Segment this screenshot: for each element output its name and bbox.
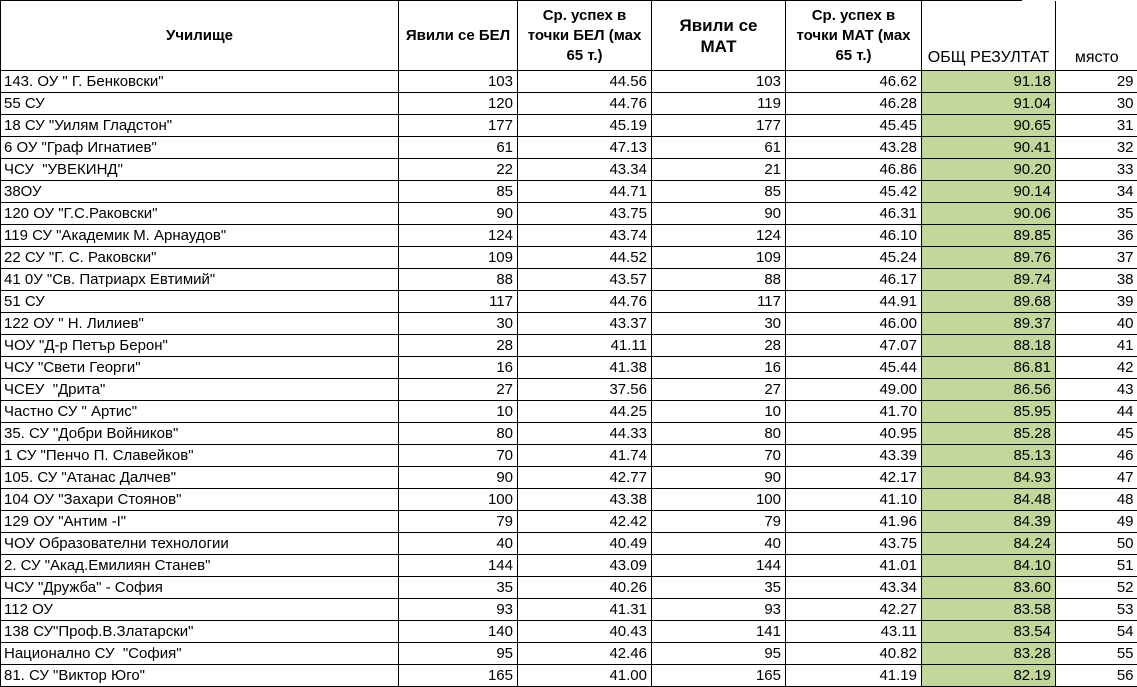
cell-bel-count: 100 (399, 489, 518, 511)
cell-mat-count: 124 (652, 225, 786, 247)
cell-mat-count: 144 (652, 555, 786, 577)
cell-total-result: 90.41 (922, 137, 1056, 159)
cell-bel-avg: 43.57 (518, 269, 652, 291)
cell-bel-avg: 45.19 (518, 115, 652, 137)
cell-mat-count: 93 (652, 599, 786, 621)
cell-school: ЧСУ "Свети Георги" (1, 357, 399, 379)
cell-mat-avg: 42.17 (786, 467, 922, 489)
cell-place: 42 (1056, 357, 1137, 379)
cell-place: 35 (1056, 203, 1137, 225)
cell-place: 36 (1056, 225, 1137, 247)
cell-total-result: 89.37 (922, 313, 1056, 335)
cell-total-result: 83.28 (922, 643, 1056, 665)
cell-total-result: 91.04 (922, 93, 1056, 115)
cell-bel-avg: 41.11 (518, 335, 652, 357)
cell-place: 44 (1056, 401, 1137, 423)
cell-bel-count: 30 (399, 313, 518, 335)
cell-school: 22 СУ "Г. С. Раковски" (1, 247, 399, 269)
cell-total-result: 84.39 (922, 511, 1056, 533)
cell-school: ЧСУ "УВЕКИНД" (1, 159, 399, 181)
cell-bel-avg: 40.26 (518, 577, 652, 599)
cell-bel-avg: 42.42 (518, 511, 652, 533)
cell-mat-count: 16 (652, 357, 786, 379)
cell-place: 51 (1056, 555, 1137, 577)
cell-school: ЧСУ "Дружба" - София (1, 577, 399, 599)
cell-bel-count: 88 (399, 269, 518, 291)
cell-school: 122 ОУ " Н. Лилиев" (1, 313, 399, 335)
cell-place: 46 (1056, 445, 1137, 467)
header-school: Училище (1, 1, 399, 71)
cell-mat-count: 141 (652, 621, 786, 643)
cell-mat-avg: 43.11 (786, 621, 922, 643)
cell-bel-avg: 44.25 (518, 401, 652, 423)
cell-place: 53 (1056, 599, 1137, 621)
cell-place: 43 (1056, 379, 1137, 401)
cell-school: 104 ОУ "Захари Стоянов" (1, 489, 399, 511)
cell-bel-count: 79 (399, 511, 518, 533)
cell-mat-count: 35 (652, 577, 786, 599)
cell-bel-avg: 44.76 (518, 93, 652, 115)
cell-mat-avg: 46.62 (786, 71, 922, 93)
cell-place: 40 (1056, 313, 1137, 335)
cell-mat-avg: 45.44 (786, 357, 922, 379)
cell-mat-count: 70 (652, 445, 786, 467)
cell-mat-avg: 46.10 (786, 225, 922, 247)
cell-bel-avg: 43.38 (518, 489, 652, 511)
cell-school: 6 ОУ "Граф Игнатиев" (1, 137, 399, 159)
table-row (1, 621, 1137, 643)
table-row (1, 379, 1137, 401)
cell-mat-avg: 46.86 (786, 159, 922, 181)
cell-total-result: 90.20 (922, 159, 1056, 181)
cell-bel-count: 22 (399, 159, 518, 181)
cell-mat-avg: 44.91 (786, 291, 922, 313)
cell-school: 2. СУ "Акад.Емилиян Станев" (1, 555, 399, 577)
cell-school: ЧОУ "Д-р Петър Берон" (1, 335, 399, 357)
cell-mat-avg: 43.75 (786, 533, 922, 555)
table-row (1, 665, 1137, 687)
cell-mat-avg: 46.28 (786, 93, 922, 115)
cell-bel-count: 144 (399, 555, 518, 577)
cell-mat-avg: 43.34 (786, 577, 922, 599)
table-row (1, 93, 1137, 115)
header-row (1, 1, 1137, 71)
cell-school: 112 ОУ (1, 599, 399, 621)
cell-school: 51 СУ (1, 291, 399, 313)
table-row (1, 467, 1137, 489)
cell-mat-avg: 45.45 (786, 115, 922, 137)
cell-bel-count: 90 (399, 467, 518, 489)
cell-place: 37 (1056, 247, 1137, 269)
cell-total-result: 84.10 (922, 555, 1056, 577)
cell-school: 1 СУ "Пенчо П. Славейков" (1, 445, 399, 467)
cell-mat-count: 90 (652, 203, 786, 225)
table-row (1, 599, 1137, 621)
cell-mat-avg: 47.07 (786, 335, 922, 357)
cell-bel-count: 40 (399, 533, 518, 555)
cell-mat-avg: 46.17 (786, 269, 922, 291)
cell-mat-count: 177 (652, 115, 786, 137)
cell-bel-avg: 43.34 (518, 159, 652, 181)
cell-total-result: 85.13 (922, 445, 1056, 467)
cell-mat-avg: 46.31 (786, 203, 922, 225)
cell-mat-avg: 43.28 (786, 137, 922, 159)
cell-bel-avg: 41.74 (518, 445, 652, 467)
header-place: място (1056, 1, 1137, 71)
cell-total-result: 89.68 (922, 291, 1056, 313)
cell-place: 54 (1056, 621, 1137, 643)
table-row (1, 71, 1137, 93)
cell-total-result: 83.58 (922, 599, 1056, 621)
cell-place: 41 (1056, 335, 1137, 357)
cell-total-result: 89.76 (922, 247, 1056, 269)
cell-place: 50 (1056, 533, 1137, 555)
cell-mat-count: 21 (652, 159, 786, 181)
cell-mat-avg: 41.96 (786, 511, 922, 533)
cell-bel-count: 35 (399, 577, 518, 599)
cell-mat-count: 103 (652, 71, 786, 93)
cell-bel-avg: 47.13 (518, 137, 652, 159)
cell-mat-avg: 45.42 (786, 181, 922, 203)
table-row (1, 489, 1137, 511)
cell-mat-count: 100 (652, 489, 786, 511)
cell-mat-count: 109 (652, 247, 786, 269)
cell-school: 143. ОУ " Г. Бенковски" (1, 71, 399, 93)
cell-bel-avg: 43.74 (518, 225, 652, 247)
header-bel-count: Явили се БЕЛ (399, 1, 518, 71)
cell-place: 30 (1056, 93, 1137, 115)
table-row (1, 181, 1137, 203)
table-row (1, 577, 1137, 599)
cell-school: 41 0У "Св. Патриарх Евтимий" (1, 269, 399, 291)
table-row (1, 401, 1137, 423)
cell-bel-count: 90 (399, 203, 518, 225)
cell-school: 120 ОУ "Г.С.Раковски" (1, 203, 399, 225)
header-total-result: ОБЩ РЕЗУЛТАТ (922, 1, 1056, 71)
cell-school: ЧСЕУ "Дрита" (1, 379, 399, 401)
cell-mat-avg: 40.82 (786, 643, 922, 665)
cell-bel-avg: 41.38 (518, 357, 652, 379)
table-row (1, 335, 1137, 357)
cell-mat-count: 40 (652, 533, 786, 555)
cell-total-result: 86.56 (922, 379, 1056, 401)
cell-school: 35. СУ "Добри Войников" (1, 423, 399, 445)
cell-mat-count: 61 (652, 137, 786, 159)
cell-place: 45 (1056, 423, 1137, 445)
table-row (1, 423, 1137, 445)
table-row (1, 313, 1137, 335)
cell-mat-avg: 49.00 (786, 379, 922, 401)
cell-place: 48 (1056, 489, 1137, 511)
cell-place: 49 (1056, 511, 1137, 533)
cell-place: 34 (1056, 181, 1137, 203)
cell-place: 29 (1056, 71, 1137, 93)
cell-mat-avg: 46.00 (786, 313, 922, 335)
table-body (1, 71, 1137, 687)
table-row (1, 269, 1137, 291)
cell-bel-avg: 43.09 (518, 555, 652, 577)
cell-school: 18 СУ "Уилям Гладстон" (1, 115, 399, 137)
cell-total-result: 89.85 (922, 225, 1056, 247)
table-row (1, 203, 1137, 225)
cell-total-result: 90.06 (922, 203, 1056, 225)
cell-total-result: 90.65 (922, 115, 1056, 137)
table-row (1, 159, 1137, 181)
cell-bel-count: 103 (399, 71, 518, 93)
cell-bel-count: 165 (399, 665, 518, 687)
header-mat-count: Явили се МАТ (652, 1, 786, 71)
cell-mat-count: 117 (652, 291, 786, 313)
cell-bel-count: 93 (399, 599, 518, 621)
cell-total-result: 84.48 (922, 489, 1056, 511)
header-bel-avg: Ср. успех в точки БЕЛ (мах 65 т.) (518, 1, 652, 71)
cell-total-result: 84.24 (922, 533, 1056, 555)
cell-bel-avg: 37.56 (518, 379, 652, 401)
cell-school: 38ОУ (1, 181, 399, 203)
cell-place: 56 (1056, 665, 1137, 687)
cell-total-result: 85.95 (922, 401, 1056, 423)
cell-total-result: 90.14 (922, 181, 1056, 203)
cell-mat-count: 85 (652, 181, 786, 203)
cell-school: ЧОУ Образователни технологии (1, 533, 399, 555)
cell-bel-count: 109 (399, 247, 518, 269)
cell-mat-count: 119 (652, 93, 786, 115)
cell-bel-count: 120 (399, 93, 518, 115)
cell-bel-avg: 42.77 (518, 467, 652, 489)
cell-mat-count: 95 (652, 643, 786, 665)
cell-bel-count: 27 (399, 379, 518, 401)
cell-bel-count: 70 (399, 445, 518, 467)
table-row (1, 357, 1137, 379)
cell-place: 38 (1056, 269, 1137, 291)
cell-mat-count: 79 (652, 511, 786, 533)
cell-bel-avg: 44.56 (518, 71, 652, 93)
cell-total-result: 84.93 (922, 467, 1056, 489)
cell-mat-count: 90 (652, 467, 786, 489)
cell-bel-avg: 42.46 (518, 643, 652, 665)
cell-bel-count: 85 (399, 181, 518, 203)
table-row (1, 115, 1137, 137)
cell-school: Национално СУ "София" (1, 643, 399, 665)
cell-school: 138 СУ"Проф.В.Златарски" (1, 621, 399, 643)
cell-total-result: 89.74 (922, 269, 1056, 291)
cell-school: 105. СУ "Атанас Далчев" (1, 467, 399, 489)
header-mat-avg: Ср. успех в точки МАТ (мах 65 т.) (786, 1, 922, 71)
cell-place: 31 (1056, 115, 1137, 137)
cell-bel-count: 95 (399, 643, 518, 665)
cell-bel-avg: 43.37 (518, 313, 652, 335)
cell-mat-avg: 41.19 (786, 665, 922, 687)
cell-school: 55 СУ (1, 93, 399, 115)
table-row (1, 643, 1137, 665)
cell-school: 129 ОУ "Антим -I" (1, 511, 399, 533)
cell-mat-count: 80 (652, 423, 786, 445)
cell-bel-count: 16 (399, 357, 518, 379)
cell-mat-avg: 43.39 (786, 445, 922, 467)
cell-mat-avg: 41.01 (786, 555, 922, 577)
cell-total-result: 86.81 (922, 357, 1056, 379)
cell-bel-count: 117 (399, 291, 518, 313)
cell-mat-count: 28 (652, 335, 786, 357)
table-row (1, 445, 1137, 467)
cell-bel-avg: 43.75 (518, 203, 652, 225)
cell-mat-count: 27 (652, 379, 786, 401)
cell-bel-avg: 41.00 (518, 665, 652, 687)
cell-bel-avg: 44.52 (518, 247, 652, 269)
cell-bel-avg: 44.76 (518, 291, 652, 313)
cell-school: 119 СУ "Академик М. Арнаудов" (1, 225, 399, 247)
cell-bel-avg: 44.33 (518, 423, 652, 445)
cell-total-result: 82.19 (922, 665, 1056, 687)
table-row (1, 555, 1137, 577)
top-border-segment (922, 0, 1022, 1)
cell-mat-avg: 45.24 (786, 247, 922, 269)
cell-bel-avg: 40.43 (518, 621, 652, 643)
table-row (1, 291, 1137, 313)
cell-place: 55 (1056, 643, 1137, 665)
cell-place: 52 (1056, 577, 1137, 599)
table-row (1, 247, 1137, 269)
cell-bel-avg: 44.71 (518, 181, 652, 203)
cell-bel-avg: 41.31 (518, 599, 652, 621)
cell-total-result: 91.18 (922, 71, 1056, 93)
cell-mat-avg: 40.95 (786, 423, 922, 445)
table-row (1, 511, 1137, 533)
cell-mat-avg: 42.27 (786, 599, 922, 621)
cell-bel-count: 177 (399, 115, 518, 137)
cell-bel-count: 124 (399, 225, 518, 247)
cell-mat-count: 30 (652, 313, 786, 335)
cell-mat-avg: 41.10 (786, 489, 922, 511)
cell-bel-avg: 40.49 (518, 533, 652, 555)
cell-mat-avg: 41.70 (786, 401, 922, 423)
cell-school: Частно СУ " Артис" (1, 401, 399, 423)
cell-bel-count: 28 (399, 335, 518, 357)
cell-total-result: 83.54 (922, 621, 1056, 643)
cell-bel-count: 61 (399, 137, 518, 159)
cell-school: 81. СУ "Виктор Юго" (1, 665, 399, 687)
cell-bel-count: 80 (399, 423, 518, 445)
cell-mat-count: 10 (652, 401, 786, 423)
table-row (1, 533, 1137, 555)
cell-mat-count: 165 (652, 665, 786, 687)
cell-place: 32 (1056, 137, 1137, 159)
table-row (1, 225, 1137, 247)
cell-bel-count: 140 (399, 621, 518, 643)
cell-total-result: 83.60 (922, 577, 1056, 599)
cell-total-result: 85.28 (922, 423, 1056, 445)
cell-place: 33 (1056, 159, 1137, 181)
cell-place: 47 (1056, 467, 1137, 489)
cell-total-result: 88.18 (922, 335, 1056, 357)
cell-bel-count: 10 (399, 401, 518, 423)
cell-mat-count: 88 (652, 269, 786, 291)
cell-place: 39 (1056, 291, 1137, 313)
table-row (1, 137, 1137, 159)
